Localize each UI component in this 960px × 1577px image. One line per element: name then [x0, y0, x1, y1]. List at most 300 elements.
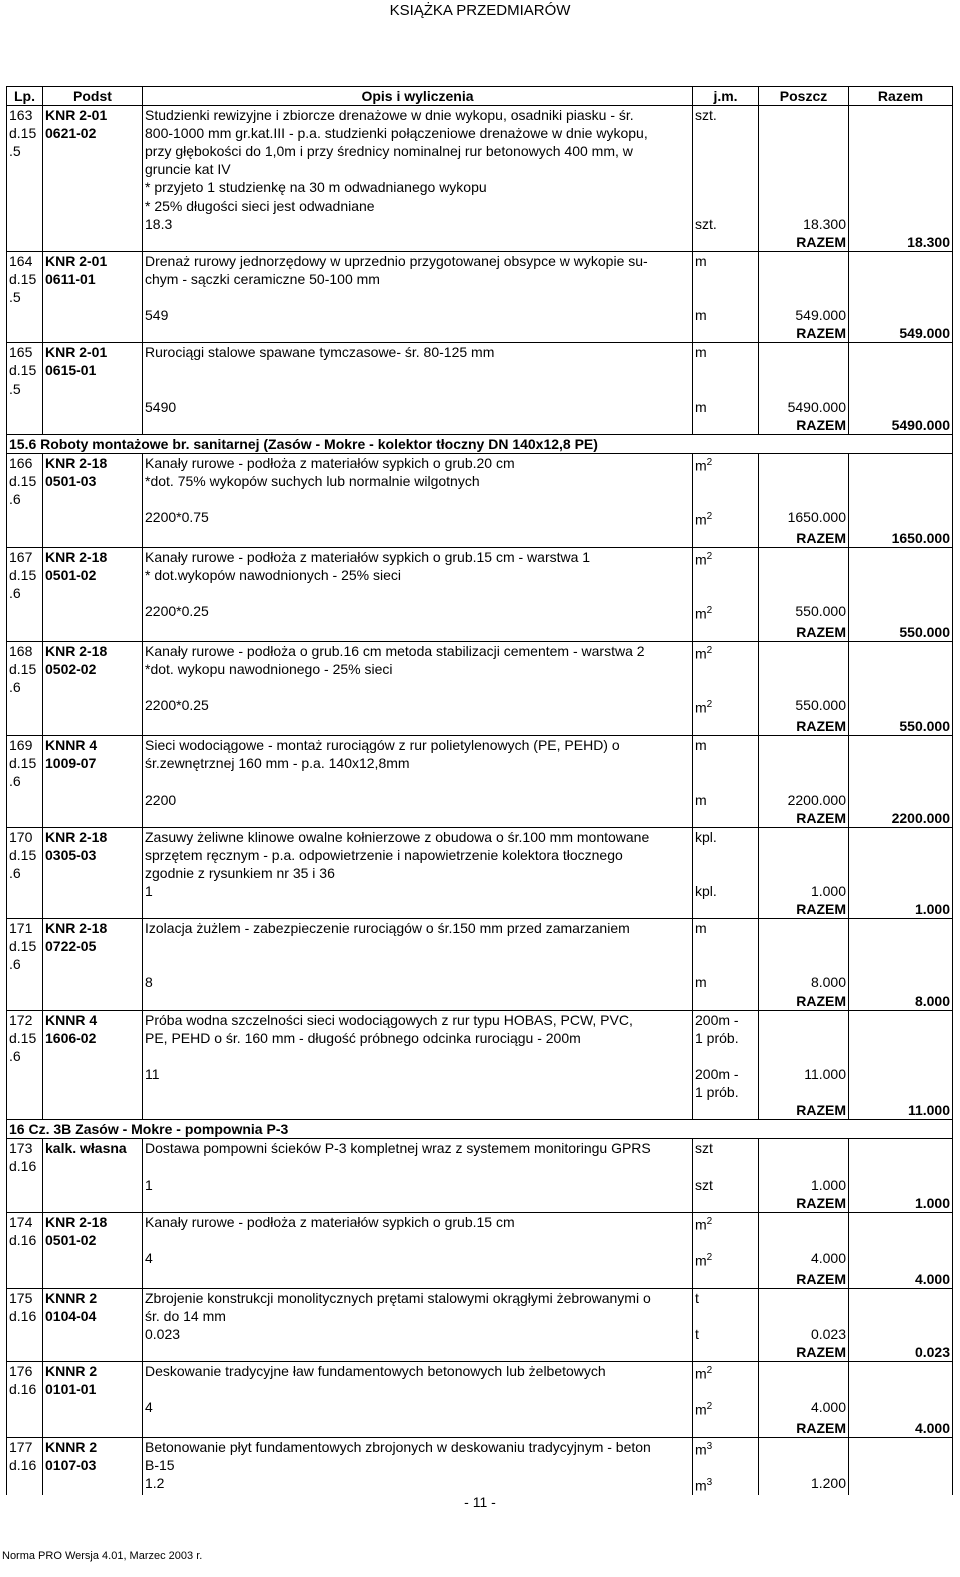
item-number — [7, 1362, 43, 1399]
item-number — [7, 919, 43, 974]
item-description — [143, 1438, 693, 1475]
item-basis-line — [45, 1157, 140, 1175]
razem-value: 8.000 — [849, 992, 953, 1011]
table-row — [7, 106, 953, 252]
item-description — [143, 1010, 693, 1065]
item-basis — [43, 106, 143, 215]
calc-value: 5490.000 — [759, 398, 849, 416]
spacer — [849, 215, 953, 233]
item-number-line: .5 — [9, 380, 21, 397]
calc-unit-line: $m^2$ — [695, 605, 713, 622]
item-number-line: .6 — [9, 864, 21, 881]
spacer — [7, 900, 43, 919]
calc-unit — [693, 973, 759, 991]
spacer — [43, 1474, 143, 1495]
calc-unit — [693, 1249, 759, 1270]
spacer — [693, 809, 759, 828]
item-partial — [759, 1288, 849, 1325]
razem-value: 5490.000 — [849, 416, 953, 435]
table-row — [7, 1212, 953, 1288]
calc-unit — [693, 1176, 759, 1194]
item-basis-line: 0501-02 — [45, 1231, 97, 1248]
item-description-line: zgodnie z rysunkiem nr 35 i 36 — [145, 864, 335, 881]
item-description-line: gruncie kat IV — [145, 161, 231, 178]
item-number — [7, 1010, 43, 1065]
item-description-line: śr. do 14 mm — [145, 1307, 226, 1324]
item-basis-line: KNNR 4 — [45, 737, 98, 754]
item-total — [849, 736, 953, 791]
calc-expression: 8 — [143, 973, 693, 991]
estimate-table — [6, 86, 953, 1495]
item-partial — [759, 919, 849, 974]
spacer — [43, 233, 143, 252]
spacer — [693, 1270, 759, 1289]
spacer — [43, 529, 143, 548]
item-number-line: d.15 — [9, 1029, 37, 1046]
spacer — [849, 882, 953, 900]
item-basis-line: 0722-05 — [45, 938, 97, 955]
item-unit-line: $m^2$ — [695, 1215, 713, 1233]
spacer — [7, 1419, 43, 1438]
spacer — [43, 398, 143, 416]
razem-value: 1.000 — [849, 900, 953, 919]
page-number: - 11 - — [464, 1494, 496, 1510]
section-heading — [7, 1120, 953, 1139]
calc-value: 549.000 — [759, 306, 849, 324]
calc-unit — [693, 215, 759, 233]
spacer — [143, 900, 693, 919]
item-unit — [693, 1362, 759, 1399]
calc-unit — [693, 398, 759, 416]
spacer — [143, 529, 693, 548]
item-description-line: Kanały rurowe - podłoża z materiałów sypkich o grub.15 cm — [145, 1213, 515, 1230]
item-basis — [43, 453, 143, 508]
section-title: 15.6 Roboty montażowe br. sanitarnej (Zasów - Mokre - kolektor tłoczny DN 140x12,8 PE) — [7, 434, 953, 453]
spacer — [7, 215, 43, 233]
spacer — [7, 1249, 43, 1270]
item-description-line — [145, 584, 690, 602]
spacer — [43, 1270, 143, 1289]
item-number-line: 166 — [9, 454, 33, 471]
item-basis-line: KNNR 2 — [45, 1289, 98, 1306]
item-number-line: .6 — [9, 491, 21, 508]
item-number-line: .6 — [9, 585, 21, 602]
item-unit-line: m — [695, 252, 707, 269]
item-unit-line: m — [695, 737, 707, 754]
item-basis-line: 1009-07 — [45, 755, 97, 772]
calc-expression: 549 — [143, 306, 693, 324]
item-basis-line: 0502-02 — [45, 661, 97, 678]
item-number-line: d.15 — [9, 938, 37, 955]
item-number — [7, 642, 43, 697]
item-basis — [43, 1212, 143, 1249]
item-unit — [693, 1010, 759, 1065]
item-description-line — [145, 955, 690, 973]
item-description-line — [145, 678, 690, 696]
calc-unit — [693, 1474, 759, 1495]
calc-unit-line: $m^2$ — [695, 1251, 713, 1269]
spacer — [7, 1176, 43, 1194]
item-number-line: .6 — [9, 956, 21, 973]
item-partial — [759, 1438, 849, 1475]
item-number — [7, 1438, 43, 1475]
item-unit — [693, 919, 759, 974]
spacer — [43, 973, 143, 991]
spacer — [7, 1065, 43, 1101]
spacer — [849, 1398, 953, 1419]
razem-label: RAZEM — [759, 1343, 849, 1362]
razem-label: RAZEM — [759, 1419, 849, 1438]
item-number-line: 169 — [9, 737, 33, 754]
item-number-line: d.15 — [9, 362, 37, 379]
calc-unit — [693, 1065, 759, 1101]
item-number-line: 170 — [9, 828, 33, 845]
item-basis-line: 0615-01 — [45, 362, 97, 379]
spacer — [7, 623, 43, 642]
table-row — [7, 251, 953, 342]
spacer — [849, 1325, 953, 1343]
spacer — [7, 973, 43, 991]
spacer — [43, 809, 143, 828]
col-razem: Razem — [849, 87, 953, 106]
razem-value: 550.000 — [849, 717, 953, 736]
spacer — [43, 1325, 143, 1343]
calc-expression: 1.2 — [143, 1474, 693, 1495]
calc-unit-line: t — [695, 1325, 699, 1342]
item-basis — [43, 1438, 143, 1475]
item-basis — [43, 251, 143, 306]
calc-unit — [693, 508, 759, 529]
calc-value: 11.000 — [759, 1065, 849, 1101]
item-description-line: Kanały rurowe - podłoża o grub.16 cm metoda stabilizacji cementem - warstwa 2 — [145, 643, 645, 660]
spacer — [43, 1249, 143, 1270]
spacer — [43, 1419, 143, 1438]
table-row — [7, 453, 953, 547]
item-unit — [693, 1288, 759, 1325]
item-description — [143, 919, 693, 974]
calc-unit-line: m — [695, 307, 707, 324]
item-description-line — [145, 490, 690, 508]
item-unit-line: m — [695, 920, 707, 937]
table-row — [7, 642, 953, 736]
calc-value: 1650.000 — [759, 508, 849, 529]
item-description-line: Deskowanie tradycyjne ław fundamentowych betonowych lub żelbetowych — [145, 1363, 606, 1380]
spacer — [43, 1065, 143, 1101]
item-basis — [43, 1010, 143, 1065]
spacer — [43, 696, 143, 717]
item-number-line: 168 — [9, 643, 33, 660]
item-unit-line: szt. — [695, 107, 717, 124]
item-unit-line: $m^3$ — [695, 1441, 713, 1458]
calc-value: 1.200 — [759, 1474, 849, 1495]
col-opis: Opis i wyliczenia — [143, 87, 693, 106]
spacer — [7, 416, 43, 435]
razem-label: RAZEM — [759, 529, 849, 548]
document-header: KSIĄŻKA PRZEDMIARÓW — [389, 2, 571, 19]
table-row — [7, 1139, 953, 1212]
item-description-line — [145, 380, 690, 398]
item-number-line: 172 — [9, 1011, 33, 1028]
item-unit — [693, 251, 759, 306]
item-total — [849, 343, 953, 398]
item-unit-line: $m^2$ — [695, 645, 713, 662]
razem-label: RAZEM — [759, 1270, 849, 1289]
item-description-line: Próba wodna szczelności sieci wodociągowych z rur typu HOBAS, PCW, PVC, — [145, 1011, 633, 1028]
item-description-line: * dot.wykopów nawodnionych - 25% sieci — [145, 567, 402, 584]
spacer — [43, 1176, 143, 1194]
spacer — [43, 717, 143, 736]
spacer — [143, 717, 693, 736]
item-number — [7, 548, 43, 603]
calc-unit — [693, 1398, 759, 1419]
spacer — [849, 791, 953, 809]
item-basis — [43, 1139, 143, 1176]
calc-unit — [693, 602, 759, 623]
section-heading — [7, 434, 953, 453]
item-number-line: .6 — [9, 773, 21, 790]
spacer — [693, 1343, 759, 1362]
spacer — [143, 1194, 693, 1213]
spacer — [693, 529, 759, 548]
item-description-line: 800-1000 mm gr.kat.III - p.a. studzienki połączeniowe drenażowe w dnie wykopu, — [145, 125, 648, 142]
calc-value: 550.000 — [759, 602, 849, 623]
calc-value: 4.000 — [759, 1398, 849, 1419]
item-total — [849, 1139, 953, 1176]
item-description-line — [145, 1231, 690, 1249]
item-description — [143, 827, 693, 882]
item-partial — [759, 1362, 849, 1399]
calc-unit-line: m — [695, 398, 707, 415]
calc-expression: 1 — [143, 882, 693, 900]
item-description-line — [145, 361, 690, 379]
item-basis-line: 0107-03 — [45, 1457, 97, 1474]
item-description-line: Zbrojenie konstrukcji monolitycznych prętami stalowymi okrągłymi żebrowanymi o — [145, 1289, 651, 1306]
spacer — [693, 623, 759, 642]
spacer — [7, 696, 43, 717]
col-jm: j.m. — [693, 87, 759, 106]
item-description-line: B-15 — [145, 1457, 175, 1474]
spacer — [143, 1419, 693, 1438]
calc-unit-line: $m^2$ — [695, 1401, 713, 1418]
item-number — [7, 1288, 43, 1325]
spacer — [7, 1270, 43, 1289]
item-description — [143, 1212, 693, 1249]
razem-label: RAZEM — [759, 992, 849, 1011]
calc-unit — [693, 306, 759, 324]
spacer — [693, 233, 759, 252]
calc-unit-line: szt. — [695, 215, 717, 232]
spacer — [849, 306, 953, 324]
calc-value: 2200.000 — [759, 791, 849, 809]
item-unit — [693, 1212, 759, 1249]
item-total — [849, 919, 953, 974]
razem-value: 0.023 — [849, 1343, 953, 1362]
item-basis — [43, 919, 143, 974]
spacer — [7, 882, 43, 900]
item-basis-line: KNNR 2 — [45, 1363, 98, 1380]
item-unit-line: kpl. — [695, 828, 717, 845]
item-number-line: 167 — [9, 549, 33, 565]
item-basis-line: KNR 2-18 — [45, 454, 108, 471]
calc-expression: 11 — [143, 1065, 693, 1101]
item-number-line: d.16 — [9, 1381, 37, 1398]
item-partial — [759, 642, 849, 697]
calc-expression: 2200 — [143, 791, 693, 809]
item-description-line — [145, 288, 690, 306]
spacer — [693, 416, 759, 435]
spacer — [693, 717, 759, 736]
item-partial — [759, 343, 849, 398]
item-description — [143, 548, 693, 603]
item-partial — [759, 251, 849, 306]
spacer — [143, 623, 693, 642]
spacer — [849, 1176, 953, 1194]
item-number-line: 164 — [9, 252, 33, 269]
spacer — [43, 992, 143, 1011]
razem-label: RAZEM — [759, 416, 849, 435]
calc-unit — [693, 1325, 759, 1343]
item-unit-line: szt — [695, 1140, 713, 1157]
item-number-line: d.15 — [9, 846, 37, 863]
spacer — [143, 233, 693, 252]
item-unit — [693, 343, 759, 398]
item-description — [143, 642, 693, 697]
spacer — [7, 529, 43, 548]
spacer — [43, 602, 143, 623]
item-basis — [43, 1362, 143, 1399]
item-unit — [693, 736, 759, 791]
calc-unit — [693, 696, 759, 717]
razem-value: 18.300 — [849, 233, 953, 252]
item-basis-line: KNR 2-18 — [45, 828, 108, 845]
calc-expression: 2200*0.25 — [143, 602, 693, 623]
software-brand: Norma PRO Wersja 4.01, Marzec 2003 r. — [2, 1550, 203, 1562]
item-description — [143, 106, 693, 215]
item-unit — [693, 106, 759, 215]
item-description — [143, 251, 693, 306]
spacer — [7, 992, 43, 1011]
calc-value: 4.000 — [759, 1249, 849, 1270]
spacer — [7, 398, 43, 416]
spacer — [7, 324, 43, 343]
item-description-line: chym - sączki ceramiczne 50-100 mm — [145, 270, 380, 287]
calc-value: 0.023 — [759, 1325, 849, 1343]
item-number-line: d.15 — [9, 755, 37, 772]
spacer — [43, 416, 143, 435]
spacer — [143, 1343, 693, 1362]
item-unit-line: 1 prób. — [695, 1029, 739, 1046]
spacer — [7, 306, 43, 324]
item-number-line: d.16 — [9, 1231, 37, 1248]
item-number-line: 171 — [9, 920, 33, 937]
item-basis-line: KNR 2-01 — [45, 344, 108, 361]
razem-value: 11.000 — [849, 1101, 953, 1120]
item-description-line — [145, 1157, 690, 1175]
item-number-line: .6 — [9, 679, 21, 696]
calc-expression: 4 — [143, 1249, 693, 1270]
spacer — [143, 324, 693, 343]
item-description-line: Kanały rurowe - podłoża z materiałów sypkich o grub.15 cm - warstwa 1 — [145, 549, 591, 565]
item-basis-line: KNR 2-01 — [45, 107, 108, 124]
razem-label: RAZEM — [759, 809, 849, 828]
col-lp: Lp. — [7, 87, 43, 106]
item-number-line: d.16 — [9, 1158, 37, 1175]
item-number — [7, 343, 43, 398]
calc-expression: 4 — [143, 1398, 693, 1419]
item-basis-line: 0101-01 — [45, 1381, 97, 1398]
item-basis-line: 0501-03 — [45, 472, 97, 489]
razem-label: RAZEM — [759, 900, 849, 919]
calc-unit-line: m — [695, 791, 707, 808]
spacer — [143, 809, 693, 828]
razem-value: 549.000 — [849, 324, 953, 343]
spacer — [849, 1065, 953, 1101]
table-row — [7, 736, 953, 827]
item-number-line: 165 — [9, 344, 33, 361]
item-basis-line: KNR 2-18 — [45, 920, 108, 937]
item-description-line: Kanały rurowe - podłoża z materiałów sypkich o grub.20 cm — [145, 454, 515, 471]
razem-value: 550.000 — [849, 623, 953, 642]
calc-value: 550.000 — [759, 696, 849, 717]
item-total — [849, 548, 953, 603]
item-description — [143, 453, 693, 508]
item-unit — [693, 1438, 759, 1475]
razem-label: RAZEM — [759, 623, 849, 642]
item-total — [849, 106, 953, 215]
item-description-line: przy głębokości do 1,0m i przy średnicy nominalnej rur betonowych 400 mm, w — [145, 143, 633, 160]
item-description-line: śr.zewnętrznej 160 mm - p.a. 140x12,8mm — [145, 755, 410, 772]
razem-value: 2200.000 — [849, 809, 953, 828]
spacer — [43, 1101, 143, 1120]
item-description — [143, 736, 693, 791]
spacer — [693, 1419, 759, 1438]
item-number — [7, 1139, 43, 1176]
calc-value: 1.000 — [759, 1176, 849, 1194]
razem-label: RAZEM — [759, 717, 849, 736]
calc-expression: 2200*0.25 — [143, 696, 693, 717]
spacer — [43, 1194, 143, 1213]
calc-unit-line: 200m - — [695, 1065, 739, 1082]
item-total — [849, 1212, 953, 1249]
item-basis-line: 1606-02 — [45, 1029, 97, 1046]
item-basis-line: KNR 2-18 — [45, 1213, 108, 1230]
item-basis — [43, 827, 143, 882]
spacer — [143, 1101, 693, 1120]
item-number-line: .5 — [9, 143, 21, 160]
calc-unit-line: $m^3$ — [695, 1477, 713, 1494]
item-description-line: Izolacja żużlem - zabezpieczenie rurociągów o śr.150 mm przed zamarzaniem — [145, 920, 630, 937]
item-total — [849, 642, 953, 697]
item-description-line: Betonowanie płyt fundamentowych zbrojonych w deskowaniu tradycyjnym - beton — [145, 1439, 651, 1456]
item-basis-line: KNNR 2 — [45, 1439, 98, 1456]
spacer — [693, 1194, 759, 1213]
table-row — [7, 1288, 953, 1361]
spacer — [7, 233, 43, 252]
item-basis-line: KNR 2-01 — [45, 252, 108, 269]
item-total — [849, 453, 953, 508]
table-row — [7, 1010, 953, 1120]
spacer — [7, 1398, 43, 1419]
item-partial — [759, 453, 849, 508]
item-unit-line: $m^2$ — [695, 456, 713, 474]
item-description-line: Studzienki rewizyjne i zbiorcze drenażowe w dnie wykopu, osadniki piasku - śr. — [145, 107, 634, 124]
item-number-line: 176 — [9, 1363, 33, 1380]
item-total — [849, 251, 953, 306]
item-description — [143, 1139, 693, 1176]
razem-value: 4.000 — [849, 1270, 953, 1289]
razem-value: 1650.000 — [849, 529, 953, 548]
spacer — [7, 1343, 43, 1362]
